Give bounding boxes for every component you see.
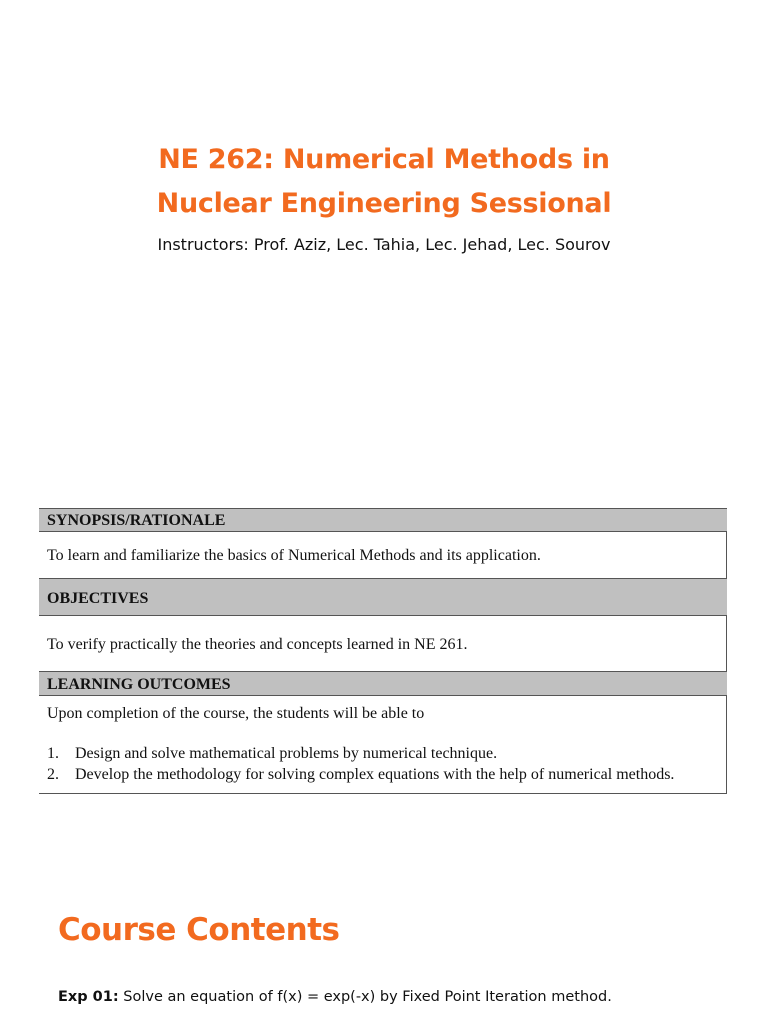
objectives-heading: OBJECTIVES bbox=[39, 578, 727, 616]
title-line-2: Nuclear Engineering Sessional bbox=[156, 188, 612, 219]
list-item-text: Develop the methodology for solving complex equations with the help of numerical methods. bbox=[75, 766, 675, 783]
instructors-line: Instructors: Prof. Aziz, Lec. Tahia, Lec. Jehad, Lec. Sourov bbox=[157, 235, 611, 254]
list-item bbox=[47, 764, 727, 785]
experiment-item bbox=[58, 986, 612, 1008]
learning-outcomes-section bbox=[39, 671, 727, 785]
objectives-section bbox=[39, 578, 727, 671]
objectives-text: To verify practically the theories and concepts learned in NE 261. bbox=[47, 636, 468, 653]
title-line-1: NE 262: Numerical Methods in bbox=[158, 144, 610, 175]
learning-outcomes-intro: Upon completion of the course, the students will be able to bbox=[47, 705, 425, 722]
synopsis-text: To learn and familiarize the basics of Numerical Methods and its application. bbox=[47, 547, 541, 564]
list-item-number: 1. bbox=[47, 745, 59, 762]
experiment-label: Exp 01: bbox=[58, 989, 119, 1005]
synopsis-section bbox=[39, 508, 727, 578]
learning-outcomes-heading: LEARNING OUTCOMES bbox=[39, 671, 727, 696]
list-item bbox=[47, 743, 727, 764]
learning-outcomes-body bbox=[39, 696, 727, 785]
list-item-number: 2. bbox=[47, 766, 59, 783]
synopsis-heading: SYNOPSIS/RATIONALE bbox=[39, 508, 727, 532]
page-title bbox=[0, 138, 768, 226]
experiment-text: Solve an equation of f(x) = exp(-x) by Fixed Point Iteration method. bbox=[118, 989, 612, 1005]
list-item-text: Design and solve mathematical problems by numerical technique. bbox=[75, 745, 498, 762]
course-contents-heading: Course Contents bbox=[58, 912, 340, 948]
